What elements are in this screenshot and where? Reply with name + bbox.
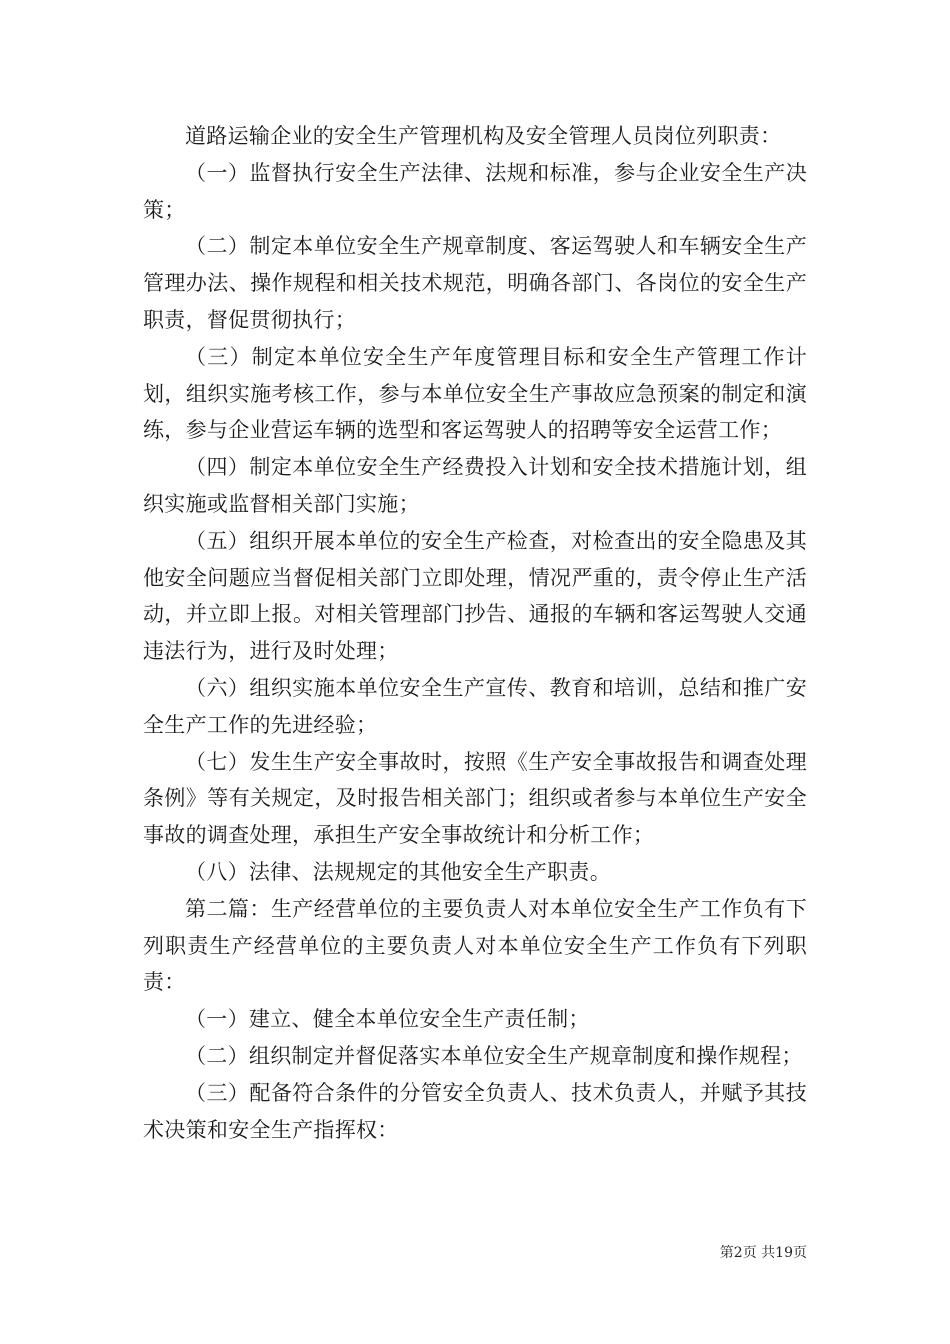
paragraph-item-5: （五）组织开展本单位的安全生产检查，对检查出的安全隐患及其他安全问题应当督促相关部门立即处理，情况严重的，责令停止生产活动，并立即上报。对相关管理部门抄告、通报的车辆和客运驾驶人交通违法行为，进行及时处理； — [143, 528, 807, 664]
paragraph-item-2: （二）制定本单位安全生产规章制度、客运驾驶人和车辆安全生产管理办法、操作规程和相关技术规范，明确各部门、各岗位的安全生产职责，督促贯彻执行； — [143, 234, 807, 332]
footer-suffix: 页 — [793, 1245, 807, 1261]
paragraph-item-4: （四）制定本单位安全生产经费投入计划和安全技术措施计划，组织实施或监督相关部门实施； — [143, 455, 807, 516]
total-pages: 19 — [775, 1245, 793, 1261]
footer-middle: 页 共 — [742, 1245, 776, 1261]
paragraph-item-6: （六）组织实施本单位安全生产宣传、教育和培训，总结和推广安全生产工作的先进经验； — [143, 675, 807, 737]
paragraph-duty-3: （三）配备符合条件的分管安全负责人、技术负责人，并赋予其技术决策和安全生产指挥权： — [143, 1080, 807, 1142]
paragraph-duty-1: （一）建立、健全本单位安全生产责任制； — [185, 1007, 590, 1032]
paragraph-item-8: （八）法律、法规规定的其他安全生产职责。 — [185, 859, 611, 884]
page-number: 2 — [733, 1245, 743, 1261]
document-body — [143, 118, 807, 1148]
footer-prefix: 第 — [719, 1245, 734, 1261]
paragraph-duty-2: （二）组织制定并督促落实本单位安全生产规章制度和操作规程； — [185, 1043, 803, 1068]
page-footer — [0, 1242, 807, 1262]
paragraph-item-3: （三）制定本单位安全生产年度管理目标和安全生产管理工作计划，组织实施考核工作，参与本单位安全生产事故应急预案的制定和演练，参与企业营运车辆的选型和客运驾驶人的招聘等安全运营工作； — [143, 344, 807, 443]
paragraph-item-1: （一）监督执行安全生产法律、法规和标准，参与企业安全生产决策； — [143, 160, 807, 222]
paragraph-intro: 道路运输企业的安全生产管理机构及安全管理人员岗位列职责： — [185, 124, 782, 148]
paragraph-item-7: （七）发生生产安全事故时，按照《生产安全事故报告和调查处理条例》等有关规定，及时报告相关部门；组织或者参与本单位生产安全事故的调查处理，承担生产安全事故统计和分析工作； — [143, 749, 807, 848]
section-heading-part-two: 第二篇：生产经营单位的主要负责人对本单位安全生产工作负有下列职责生产经营单位的主要负责人对本单位安全生产工作负有下列职责： — [143, 896, 807, 995]
